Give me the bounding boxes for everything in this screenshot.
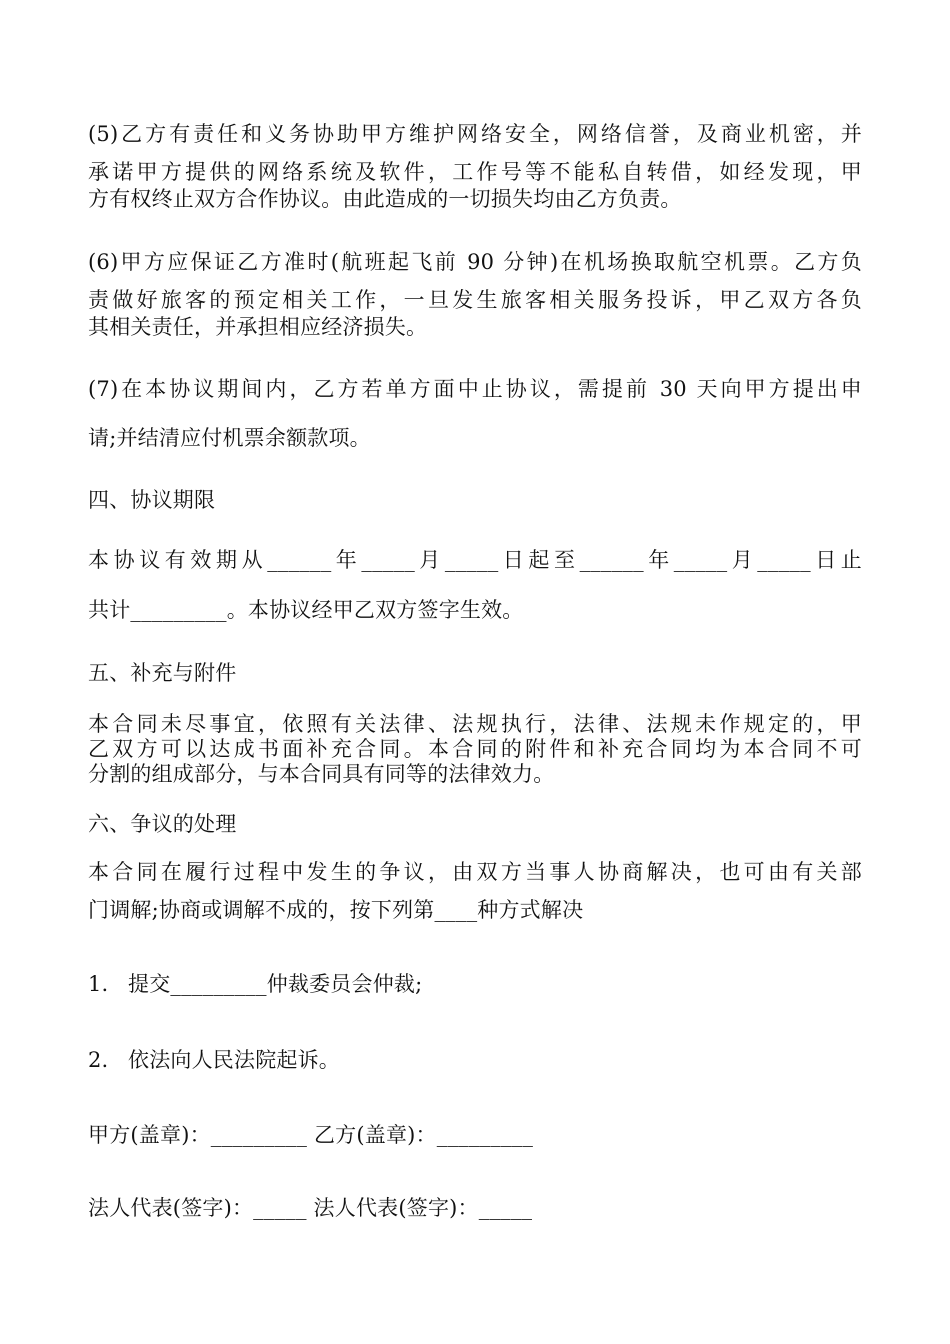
list-item (88, 970, 862, 998)
list-item (88, 1046, 862, 1074)
signature-line: 法人代表(签字)：_____ 法人代表(签字)：_____ (88, 1196, 533, 1220)
clause-7-line-2: 请;并结清应付机票余额款项。 (88, 426, 371, 450)
clause-5-line-1: (5)乙方有责任和义务协助甲方维护网络安全，网络信誉，及商业机密，并 (88, 122, 862, 146)
list-item-text: 依法向人民法院起诉。 (128, 1048, 340, 1072)
supplement-line-3: 分割的组成部分，与本合同具有同等的法律效力。 (88, 762, 555, 786)
list-item-number: 2. (88, 1048, 109, 1072)
clause-6-line-1: (6)甲方应保证乙方准时(航班起飞前 90 分钟)在机场换取航空机票。乙方负 (88, 250, 862, 274)
clause-6-line-2: 责做好旅客的预定相关工作，一旦发生旅客相关服务投诉，甲乙双方各负 (88, 288, 862, 312)
supplement-line-2: 乙双方可以达成书面补充合同。本合同的附件和补充合同均为本合同不可 (88, 737, 862, 761)
clause-6-line-3: 其相关责任，并承担相应经济损失。 (88, 315, 428, 339)
dispute-line-1: 本合同在履行过程中发生的争议，由双方当事人协商解决，也可由有关部 (88, 860, 862, 884)
list-item-number: 1. (88, 972, 109, 996)
dispute-line-2: 门调解;协商或调解不成的，按下列第____种方式解决 (88, 898, 584, 922)
clause-5-line-3: 方有权终止双方合作协议。由此造成的一切损失均由乙方负责。 (88, 187, 682, 211)
term-line-1: 本协议有效期从______年_____月_____日起至______年_____月_____日止 (88, 548, 862, 572)
list-item-text: 提交_________仲裁委员会仲裁; (128, 972, 423, 996)
clause-5-line-2: 承诺甲方提供的网络系统及软件，工作号等不能私自转借，如经发现，甲 (88, 160, 862, 184)
section-6-heading: 六、争议的处理 (88, 812, 237, 836)
clause-7-line-1: (7)在本协议期间内，乙方若单方面中止协议，需提前 30 天向甲方提出申 (88, 377, 862, 401)
term-line-2: 共计_________。本协议经甲乙双方签字生效。 (88, 598, 524, 622)
section-5-heading: 五、补充与附件 (88, 661, 237, 685)
seal-line: 甲方(盖章)：_________ 乙方(盖章)：_________ (88, 1123, 534, 1147)
supplement-line-1: 本合同未尽事宜，依照有关法律、法规执行，法律、法规未作规定的，甲 (88, 712, 862, 736)
section-4-heading: 四、协议期限 (88, 488, 216, 512)
